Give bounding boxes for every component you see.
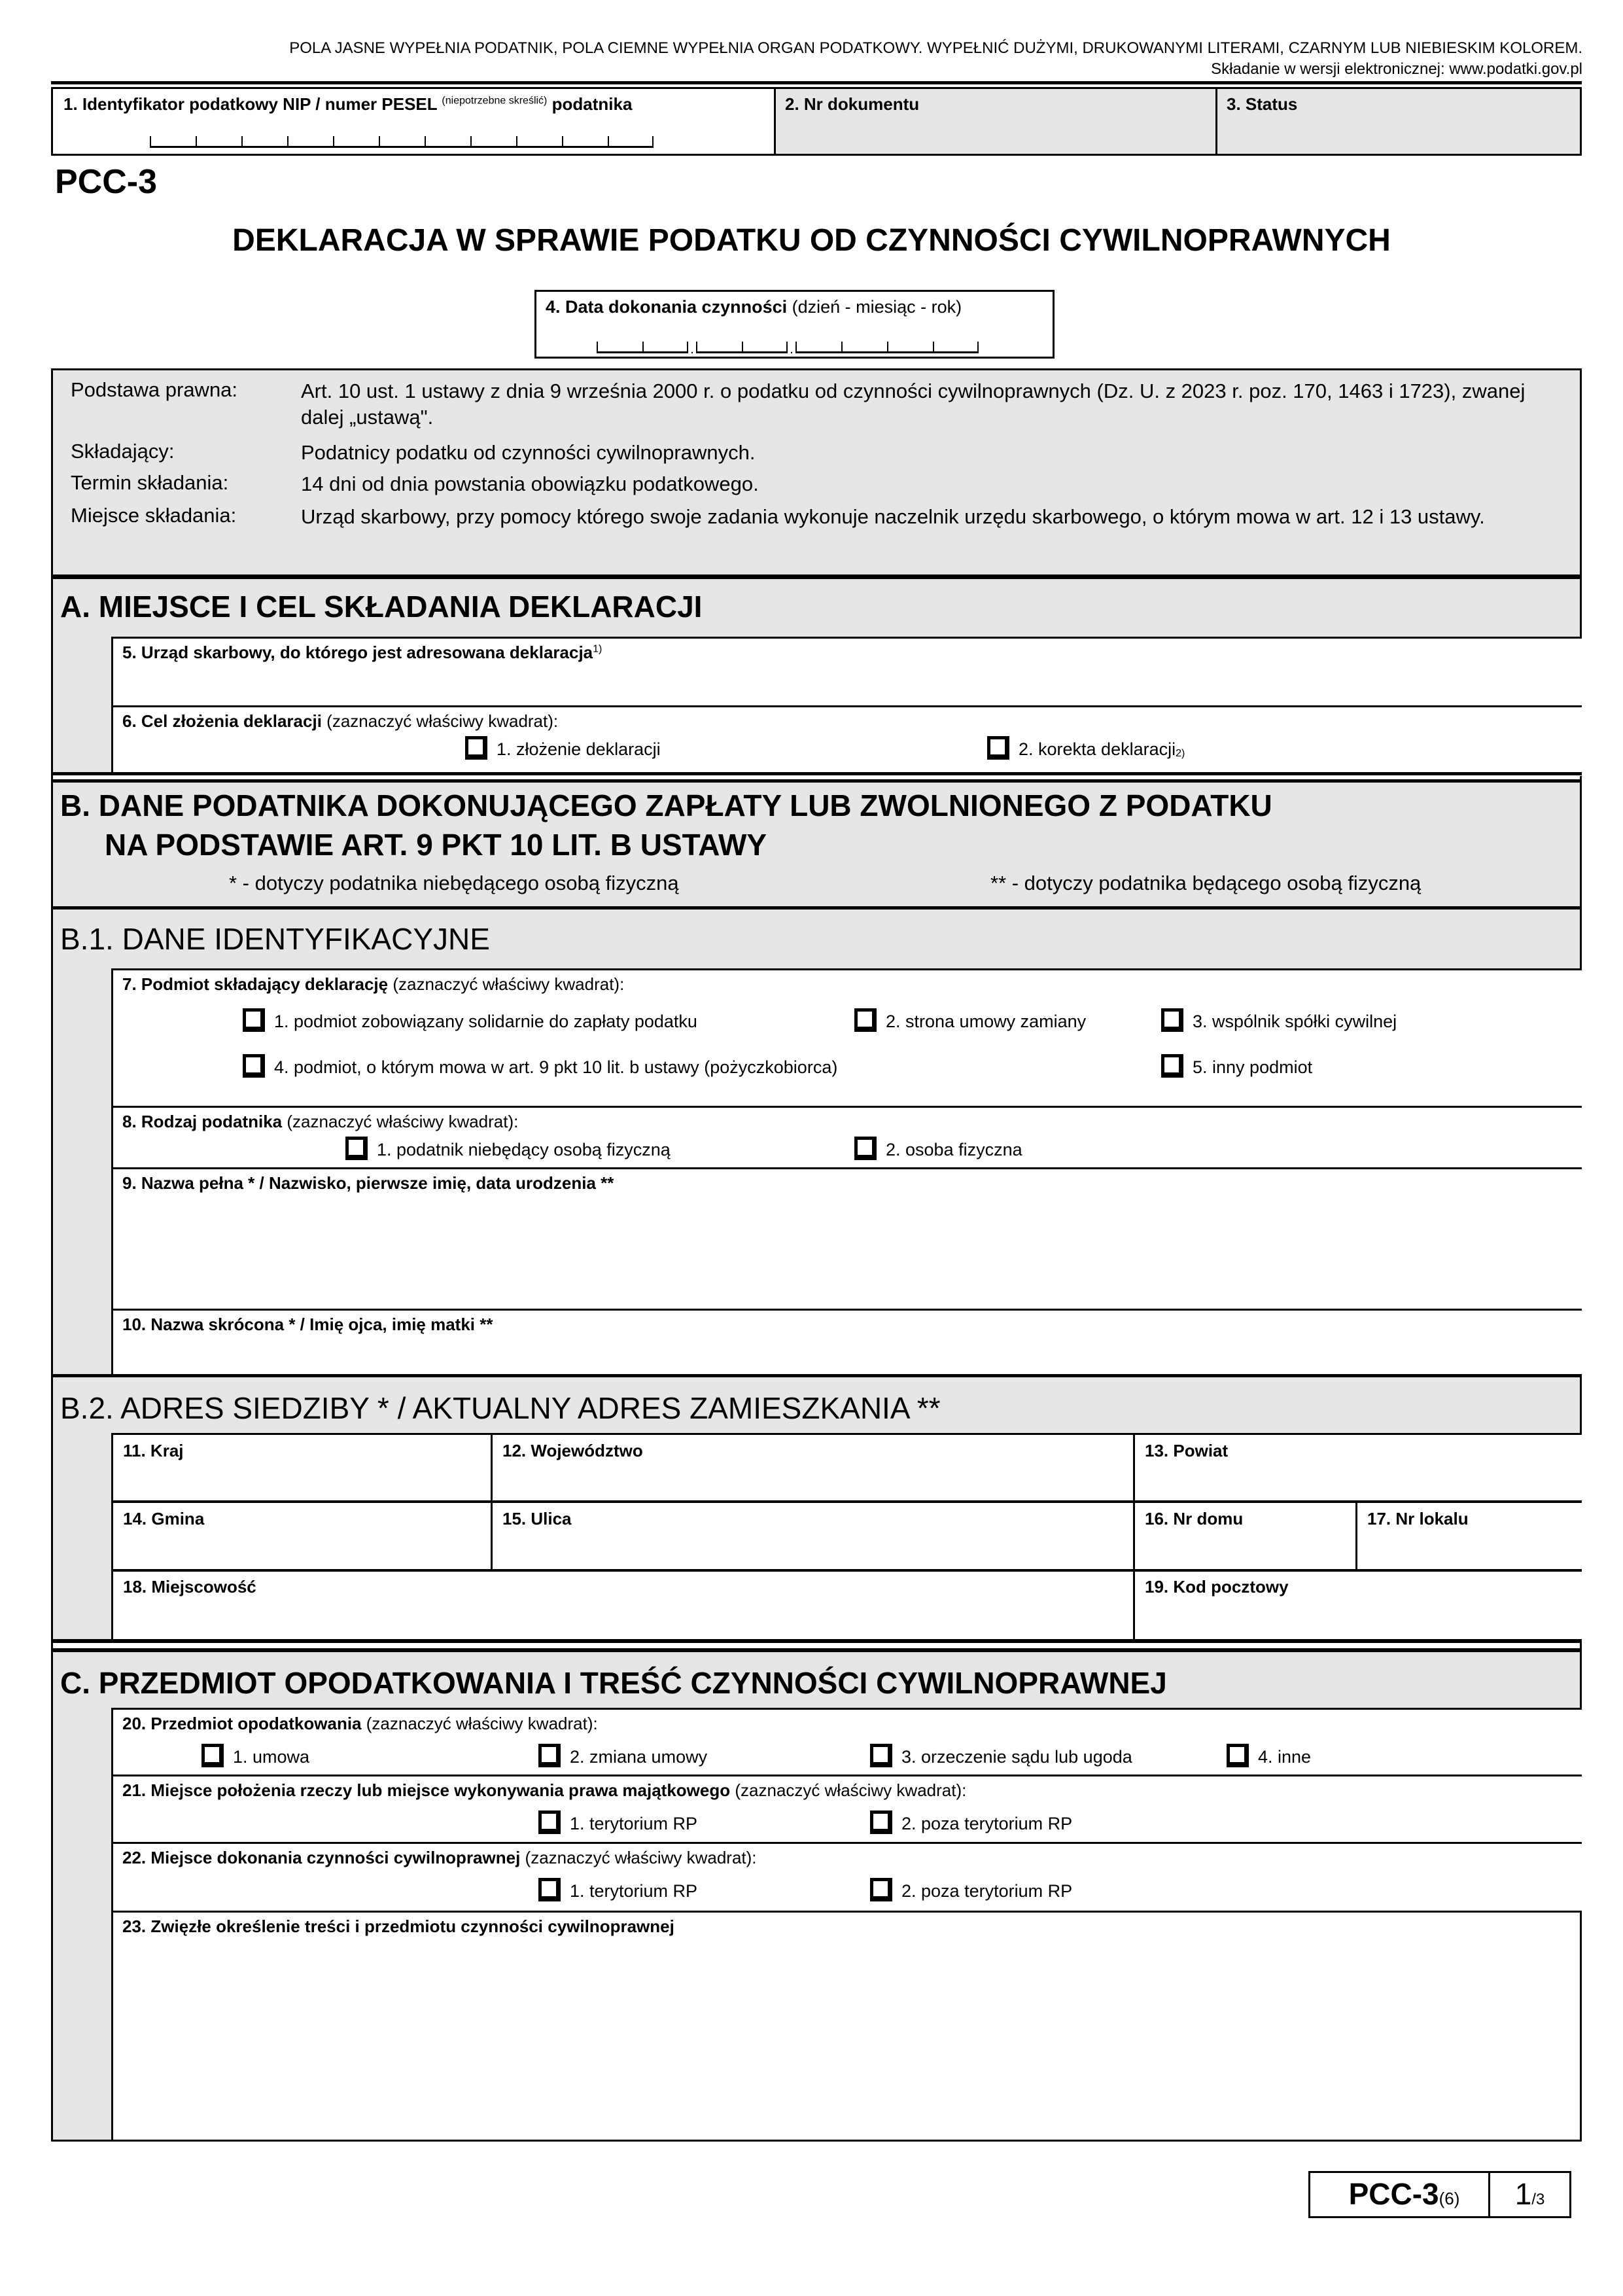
checkbox-icon[interactable]: [243, 1008, 265, 1032]
nip-digit-box[interactable]: [333, 136, 379, 148]
field-4-date[interactable]: [534, 290, 1055, 359]
checkbox-icon[interactable]: [1161, 1008, 1183, 1032]
option-entity-3[interactable]: [1161, 1008, 1397, 1032]
nip-digit-box[interactable]: [562, 136, 608, 148]
note-natural-person: ** - dotyczy podatnika będącego osobą fizyczną: [990, 872, 1422, 894]
field-6-label: 6. Cel złożenia deklaracji (zaznaczyć właściwy kwadrat):: [122, 711, 559, 731]
address-grid: [111, 1433, 1582, 1641]
checkbox-icon[interactable]: [538, 1744, 561, 1767]
field-6-purpose: [111, 705, 1582, 776]
nip-digit-box[interactable]: [470, 136, 516, 148]
field-23-label: 23. Zwięzłe określenie treści i przedmiotu czynności cywilnoprawnej: [122, 1916, 674, 1936]
section-c-title: C. PRZEDMIOT OPODATKOWANIA I TREŚĆ CZYNNOŚCI CYWILNOPRAWNEJ: [60, 1666, 1167, 1700]
day-digit-box[interactable]: [642, 342, 688, 353]
option-outside-rp[interactable]: [870, 1878, 1072, 1901]
option-label: 4. inne: [1258, 1747, 1312, 1767]
field-9-full-name[interactable]: [111, 1167, 1582, 1311]
checkbox-icon[interactable]: [870, 1744, 892, 1767]
field-7-submitting-entity: [111, 968, 1582, 1108]
section-b-rule-top: [51, 772, 1582, 775]
field-23-description[interactable]: [111, 1911, 1582, 2142]
option-court-ruling[interactable]: [870, 1744, 1132, 1767]
field-12-voivodeship[interactable]: 12. Województwo: [502, 1441, 643, 1460]
checkbox-icon[interactable]: [854, 1137, 877, 1160]
option-territory-rp[interactable]: [538, 1878, 697, 1901]
option-label: 1. terytorium RP: [570, 1881, 698, 1901]
address-col-divider: [491, 1433, 493, 1569]
field-21-label: 21. Miejsce położenia rzeczy lub miejsce wykonywania prawa majątkowego (zaznaczyć właściwy kwadrat):: [122, 1780, 967, 1800]
address-row-divider: [111, 1569, 1582, 1572]
legal-row-basis: [71, 378, 1563, 431]
section-b2-title: B.2. ADRES SIEDZIBY * / AKTUALNY ADRES ZAMIESZKANIA **: [60, 1391, 941, 1425]
nip-digit-box[interactable]: [608, 136, 654, 148]
page-title: DEKLARACJA W SPRAWIE PODATKU OD CZYNNOŚCI CYWILNOPRAWNYCH: [232, 223, 1391, 258]
footer-page-number: 1/3: [1488, 2171, 1571, 2218]
month-digit-box[interactable]: [742, 342, 788, 353]
option-natural-person[interactable]: [854, 1137, 1022, 1160]
field-18-locality[interactable]: 18. Miejscowość: [123, 1577, 256, 1597]
legal-value: Urząd skarbowy, przy pomocy którego swoje zadania wykonuje naczelnik urzędu skarbowego, o którym mowa w art. 12 i 13 ustawy.: [301, 505, 1485, 528]
nip-digit-box[interactable]: [425, 136, 470, 148]
option-label: 2. zmiana umowy: [570, 1747, 708, 1767]
checkbox-icon[interactable]: [345, 1137, 368, 1160]
section-b2-rule: [51, 1374, 1582, 1377]
legal-row-filer: [71, 440, 1563, 466]
field-3-label: 3. Status: [1227, 94, 1298, 114]
nip-digit-box[interactable]: [150, 136, 196, 148]
section-a-rule: [51, 574, 1582, 579]
option-label: 2. strona umowy zamiany: [886, 1012, 1087, 1031]
section-c-rule-top: [51, 1639, 1582, 1643]
month-digit-box[interactable]: [696, 342, 742, 353]
field-9-label: 9. Nazwa pełna * / Nazwisko, pierwsze imię, data urodzenia **: [122, 1173, 614, 1193]
option-label: 1. podatnik niebędący osobą fizyczną: [377, 1140, 671, 1159]
option-label: 1. złożenie deklaracji: [497, 739, 661, 759]
section-a-title: A. MIEJSCE I CEL SKŁADANIA DEKLARACJI: [60, 590, 703, 624]
checkbox-icon[interactable]: [538, 1878, 561, 1901]
date-separator: .: [790, 342, 794, 357]
note-non-natural-person: * - dotyczy podatnika niebędącego osobą fizyczną: [229, 872, 679, 894]
option-entity-2[interactable]: [854, 1008, 1086, 1032]
field-2-document-number: [774, 87, 1217, 156]
option-label: 3. orzeczenie sądu lub ugoda: [901, 1747, 1132, 1767]
option-filing[interactable]: [465, 736, 661, 760]
legal-row-deadline: [71, 471, 1563, 497]
fill-instruction: POLA JASNE WYPEŁNIA PODATNIK, POLA CIEMNE WYPEŁNIA ORGAN PODATKOWY. WYPEŁNIĆ DUŻYMI, DRUKOWANYMI LITERAMI, CZARNYM LUB NIEBIESKIM KOLOREM.: [289, 39, 1582, 57]
option-label: 2. poza terytorium RP: [901, 1881, 1073, 1901]
legal-value: Art. 10 ust. 1 ustawy z dnia 9 września 2000 r. o podatku od czynności cywilnoprawnych (Dz. U. z 2023 r. poz. 170, 1463 i 1723), zwanej dalej „ustawą".: [301, 380, 1526, 429]
date-comb[interactable]: [597, 338, 979, 357]
legal-key: Termin składania:: [71, 471, 229, 494]
field-8-label: 8. Rodzaj podatnika (zaznaczyć właściwy kwadrat):: [122, 1112, 519, 1131]
field-2-label: 2. Nr dokumentu: [785, 94, 920, 114]
section-b-title-line2: NA PODSTAWIE ART. 9 PKT 10 LIT. B USTAWY: [105, 828, 767, 862]
field-21-property-location: [111, 1775, 1582, 1844]
legal-value: 14 dni od dnia powstania obowiązku podatkowego.: [301, 472, 759, 495]
field-10-short-name[interactable]: [111, 1309, 1582, 1376]
top-rule: [51, 81, 1582, 84]
field-4-label: 4. Data dokonania czynności (dzień - miesiąc - rok): [546, 297, 962, 317]
legal-key: Miejsce składania:: [71, 504, 237, 527]
checkbox-icon[interactable]: [870, 1878, 892, 1901]
field-10-label: 10. Nazwa skrócona * / Imię ojca, imię matki **: [122, 1315, 493, 1334]
legal-row-place: [71, 504, 1498, 530]
option-contract[interactable]: [201, 1744, 309, 1767]
field-5-label: 5. Urząd skarbowy, do którego jest adresowana deklaracja$^{1)}$: [122, 643, 602, 662]
option-entity-5[interactable]: [1161, 1054, 1312, 1078]
option-contract-change[interactable]: [538, 1744, 707, 1767]
field-1-label: 1. Identyfikator podatkowy NIP / numer PESEL $^{(niepotrzebne skreślić)}$ podatnika: [63, 94, 633, 114]
option-territory-rp[interactable]: [538, 1810, 697, 1834]
field-16-house-number[interactable]: 16. Nr domu: [1145, 1509, 1244, 1528]
field-20-subject: [111, 1708, 1582, 1776]
field-1-nip-pesel[interactable]: [51, 87, 776, 156]
field-22-label: 22. Miejsce dokonania czynności cywilnoprawnej (zaznaczyć właściwy kwadrat):: [122, 1848, 757, 1867]
electronic-filing-note: Składanie w wersji elektronicznej: www.podatki.gov.pl: [1211, 60, 1582, 78]
field-13-county[interactable]: 13. Powiat: [1145, 1441, 1229, 1460]
year-digit-box[interactable]: [795, 342, 841, 353]
checkbox-icon[interactable]: [870, 1810, 892, 1834]
nip-digit-comb[interactable]: [150, 132, 654, 148]
address-col-divider: [1355, 1502, 1357, 1570]
legal-key: Składający:: [71, 440, 175, 463]
option-entity-1[interactable]: [243, 1008, 697, 1032]
section-b-rule: [51, 779, 1582, 783]
checkbox-icon[interactable]: [538, 1810, 561, 1834]
section-c-rule: [51, 1648, 1582, 1652]
option-other[interactable]: [1227, 1744, 1311, 1767]
nip-digit-box[interactable]: [379, 136, 425, 148]
date-separator: .: [690, 342, 694, 357]
option-label: 5. inny podmiot: [1193, 1057, 1313, 1077]
option-label: 2. korekta deklaracji: [1019, 739, 1176, 759]
field-5-tax-office[interactable]: [111, 637, 1582, 707]
option-correction[interactable]: 2. korekta deklaracji $_{2)}$: [987, 736, 1185, 760]
field-7-label: 7. Podmiot składający deklarację (zaznaczyć właściwy kwadrat):: [122, 974, 625, 994]
option-label: 1. umowa: [233, 1747, 310, 1767]
section-b1-rule: [51, 906, 1582, 910]
day-digit-box[interactable]: [597, 342, 642, 353]
field-8-taxpayer-type: [111, 1106, 1582, 1169]
checkbox-icon[interactable]: [465, 736, 487, 760]
checkbox-icon[interactable]: [1227, 1744, 1249, 1767]
address-col-divider: [1133, 1433, 1135, 1641]
option-label: 1. podmiot zobowiązany solidarnie do zapłaty podatku: [274, 1012, 697, 1031]
option-label: 2. osoba fizyczna: [886, 1140, 1022, 1159]
option-outside-rp[interactable]: [870, 1810, 1072, 1834]
option-label: 2. poza terytorium RP: [901, 1814, 1073, 1833]
field-19-postal-code[interactable]: 19. Kod pocztowy: [1145, 1577, 1289, 1597]
option-label: 4. podmiot, o którym mowa w art. 9 pkt 10 lit. b ustawy (pożyczkobiorca): [274, 1057, 838, 1077]
footer-form-code: PCC-3(6): [1308, 2171, 1498, 2218]
field-14-municipality[interactable]: 14. Gmina: [123, 1509, 205, 1528]
section-b1-title: B.1. DANE IDENTYFIKACYJNE: [60, 922, 490, 956]
form-code: PCC-3: [55, 163, 158, 201]
checkbox-icon[interactable]: [1161, 1054, 1183, 1078]
field-15-street[interactable]: 15. Ulica: [502, 1509, 572, 1528]
nip-digit-box[interactable]: [241, 136, 287, 148]
address-row-divider: [111, 1500, 1582, 1503]
checkbox-icon[interactable]: [243, 1054, 265, 1078]
field-17-apartment-number[interactable]: 17. Nr lokalu: [1367, 1509, 1469, 1528]
section-b-title-line1: B. DANE PODATNIKA DOKONUJĄCEGO ZAPŁATY LUB ZWOLNIONEGO Z PODATKU: [60, 788, 1272, 822]
option-label: 1. terytorium RP: [570, 1814, 698, 1833]
nip-digit-box[interactable]: [516, 136, 562, 148]
year-digit-box[interactable]: [933, 342, 979, 353]
option-non-natural-person[interactable]: [345, 1137, 671, 1160]
field-11-country[interactable]: 11. Kraj: [123, 1441, 184, 1460]
nip-digit-box[interactable]: [287, 136, 333, 148]
field-3-status: [1215, 87, 1582, 156]
nip-digit-box[interactable]: [196, 136, 241, 148]
year-digit-box[interactable]: [841, 342, 887, 353]
year-digit-box[interactable]: [887, 342, 933, 353]
option-entity-4[interactable]: [243, 1054, 837, 1078]
legal-value: Podatnicy podatku od czynności cywilnoprawnych.: [301, 441, 756, 464]
checkbox-icon[interactable]: [201, 1744, 224, 1767]
field-20-label: 20. Przedmiot opodatkowania (zaznaczyć właściwy kwadrat):: [122, 1714, 598, 1733]
legal-key: Podstawa prawna:: [71, 378, 238, 401]
option-label: 3. wspólnik spółki cywilnej: [1193, 1012, 1397, 1031]
field-22-action-location: [111, 1842, 1582, 1913]
checkbox-icon[interactable]: [987, 736, 1009, 760]
checkbox-icon[interactable]: [854, 1008, 877, 1032]
